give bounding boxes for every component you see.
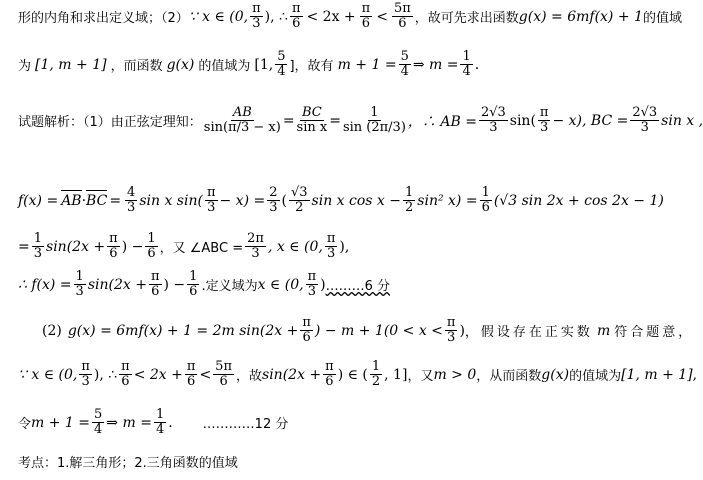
text: ，假设存在正实数 xyxy=(464,325,593,341)
math: m + 1 = xyxy=(337,56,397,73)
math: g(x) = 6mf(x) + 1 = 2m sin(2x + xyxy=(67,322,299,339)
text: .定义域为 xyxy=(201,279,258,295)
equals: = xyxy=(282,112,295,129)
fraction: $\frac{2√3}{3}$ xyxy=(632,105,658,136)
math: < xyxy=(199,366,212,383)
math: < 2x + xyxy=(306,8,356,25)
math: sin(2x + xyxy=(46,238,106,255)
math: (2) xyxy=(42,322,62,339)
math: ，∴ AB = xyxy=(407,113,477,130)
math: g(x) xyxy=(541,366,570,383)
fraction: $\frac{5}{4}$ xyxy=(94,407,103,438)
math: ∴ f(x) = xyxy=(18,276,72,293)
text: 为 xyxy=(18,59,32,75)
fraction: $\frac{1}{6}$ xyxy=(481,185,490,216)
fraction: $\frac{1}{6}$ xyxy=(189,269,198,300)
fraction: $\frac{\pi}{3}$ xyxy=(307,269,317,300)
math: sin x sin( xyxy=(139,192,203,209)
fraction: $\frac{\pi}{6}$ xyxy=(361,1,371,32)
fraction: $\frac{\pi}{6}$ xyxy=(325,359,334,390)
fraction: $\frac{\pi}{6}$ xyxy=(302,315,311,346)
math: m > 0 xyxy=(433,366,477,383)
text: ，故 xyxy=(236,369,263,385)
fraction: $\frac{\pi}{3}$ xyxy=(539,105,549,136)
fraction: $\frac{\pi}{6}$ xyxy=(186,359,196,390)
text: 试题解析：（1）由正弦定理知： xyxy=(18,115,202,131)
text: 的值域为 xyxy=(569,369,622,385)
fraction: $\frac{\pi}{6}$ xyxy=(109,231,118,262)
fraction: $\frac{\pi}{3}$ xyxy=(446,315,456,346)
math: ), xyxy=(339,238,350,255)
math: = xyxy=(109,192,122,209)
fraction: $\frac{1}{2}$ xyxy=(405,185,414,216)
math: f(x) = xyxy=(18,192,59,209)
math: ( xyxy=(281,192,287,209)
text: ，又 xyxy=(407,369,434,385)
fraction: $\frac{1}{6}$ xyxy=(147,231,156,262)
equals: = xyxy=(329,112,341,129)
line-10 xyxy=(18,452,238,471)
text: ]，故有 xyxy=(289,59,334,75)
math: m xyxy=(596,322,611,339)
math: · xyxy=(81,192,87,209)
fraction: $\frac{\pi}{6}$ xyxy=(150,269,160,300)
math: sin( xyxy=(509,112,536,129)
line-1 xyxy=(18,2,682,32)
math: , xyxy=(692,366,698,383)
math: sin x , xyxy=(661,112,703,129)
math: m + 1 = xyxy=(31,414,91,431)
math: . xyxy=(168,414,173,431)
fraction: $\frac{BC}{\text{sin x}}$ xyxy=(296,105,328,136)
text: ，又 ∠ABC = xyxy=(159,241,244,257)
fraction: $\frac{2\pi}{3}$ xyxy=(247,231,264,262)
math: [1, xyxy=(254,56,274,73)
line-8 xyxy=(18,360,697,390)
fraction: $\frac{\pi}{6}$ xyxy=(121,359,130,390)
math: . xyxy=(474,56,480,73)
text: 符合题意， xyxy=(614,325,695,341)
math: − x) = xyxy=(219,192,266,209)
fraction: $\frac{\pi}{6}$ xyxy=(291,1,301,32)
math: ⇒ m = xyxy=(106,414,152,431)
line-9 xyxy=(18,408,288,438)
line-4 xyxy=(18,186,664,216)
line-5 xyxy=(18,232,349,262)
score-marker: …………12 分 xyxy=(202,417,289,433)
math: ), ∴ xyxy=(264,8,288,25)
math: , x ∈ (0, xyxy=(267,238,323,255)
line-6 xyxy=(18,270,390,300)
math: [1, m + 1] xyxy=(621,366,693,383)
math: < xyxy=(376,8,388,25)
math: x ∈ (0, xyxy=(257,276,304,293)
math: [1, m + 1] xyxy=(35,56,107,73)
text: ，从而函数 xyxy=(476,369,542,385)
line-7 xyxy=(42,316,694,346)
line-3 xyxy=(18,106,703,136)
score-marker: ………6 分 xyxy=(325,279,390,295)
math: ) xyxy=(459,322,465,339)
vector-ab: AB xyxy=(61,192,82,209)
math: g(x) = 6mf(x) + 1 xyxy=(518,8,643,25)
math: < 2x + xyxy=(133,366,183,383)
fraction: $\frac{2}{3}$ xyxy=(269,185,278,216)
math: , 1] xyxy=(384,366,408,383)
fraction: $\frac{1}{2}$ xyxy=(371,359,381,390)
fraction: $\frac{1}{4}$ xyxy=(155,407,165,438)
math: ∵ x ∈ (0, xyxy=(188,8,249,25)
text: ，而函数 xyxy=(110,59,163,75)
math: = xyxy=(18,238,30,255)
math: sin² x) = xyxy=(417,192,478,209)
fraction: $\frac{2√3}{3}$ xyxy=(480,105,506,136)
math: (√3 sin 2x + cos 2x − 1) xyxy=(493,192,664,209)
fraction: $\frac{1}{4}$ xyxy=(462,49,471,80)
text: 的值域 xyxy=(642,11,682,27)
math: ), ∴ xyxy=(93,366,118,383)
fraction: $\frac{\pi}{3}$ xyxy=(206,185,216,216)
math: ) xyxy=(320,276,326,293)
math: ⇒ m = xyxy=(412,56,459,73)
fraction: $\frac{1}{\sin (2\pi/3)}$ xyxy=(342,105,406,136)
math: g(x) xyxy=(166,56,195,73)
fraction: $\frac{4}{3}$ xyxy=(127,185,136,216)
math: sin(2x + xyxy=(262,366,322,383)
fraction: $\frac{\pi}{3}$ xyxy=(326,231,336,262)
text: 形的内角和求出定义域；（2） xyxy=(18,11,189,27)
text: 令 xyxy=(18,417,32,433)
math: ) ∈ ( xyxy=(337,366,368,383)
fraction: $\frac{1}{3}$ xyxy=(33,231,43,262)
text: 的值域为 xyxy=(198,59,251,75)
math: ) − xyxy=(163,276,186,293)
fraction: $\frac{5}{4}$ xyxy=(400,49,409,80)
math: ) − xyxy=(121,238,144,255)
math: sin(2x + xyxy=(87,276,147,293)
text: ，故可先求出函数 xyxy=(414,11,519,27)
math: sin x cos x − xyxy=(311,192,401,209)
exam-points: 考点：1.解三角形；2.三角函数的值域 xyxy=(18,456,238,471)
fraction: $\frac{5}{4}$ xyxy=(277,49,286,80)
fraction: $\frac{5\pi}{6}$ xyxy=(393,1,411,32)
math: ∵ x ∈ (0, xyxy=(18,366,78,383)
fraction: $\frac{\pi}{3}$ xyxy=(81,359,90,390)
line-2 xyxy=(18,50,479,80)
fraction: $\frac{AB}{\sin(\pi/3 - x)}$ xyxy=(203,105,281,136)
math: ) − m + 1(0 < x < xyxy=(314,322,443,339)
fraction: $\frac{√3}{2}$ xyxy=(290,185,308,216)
fraction: $\frac{1}{3}$ xyxy=(75,269,84,300)
vector-bc: BC xyxy=(86,192,108,209)
fraction: $\frac{\pi}{3}$ xyxy=(252,1,261,32)
math: − x), BC = xyxy=(552,112,629,129)
fraction: $\frac{5\pi}{6}$ xyxy=(215,359,232,390)
